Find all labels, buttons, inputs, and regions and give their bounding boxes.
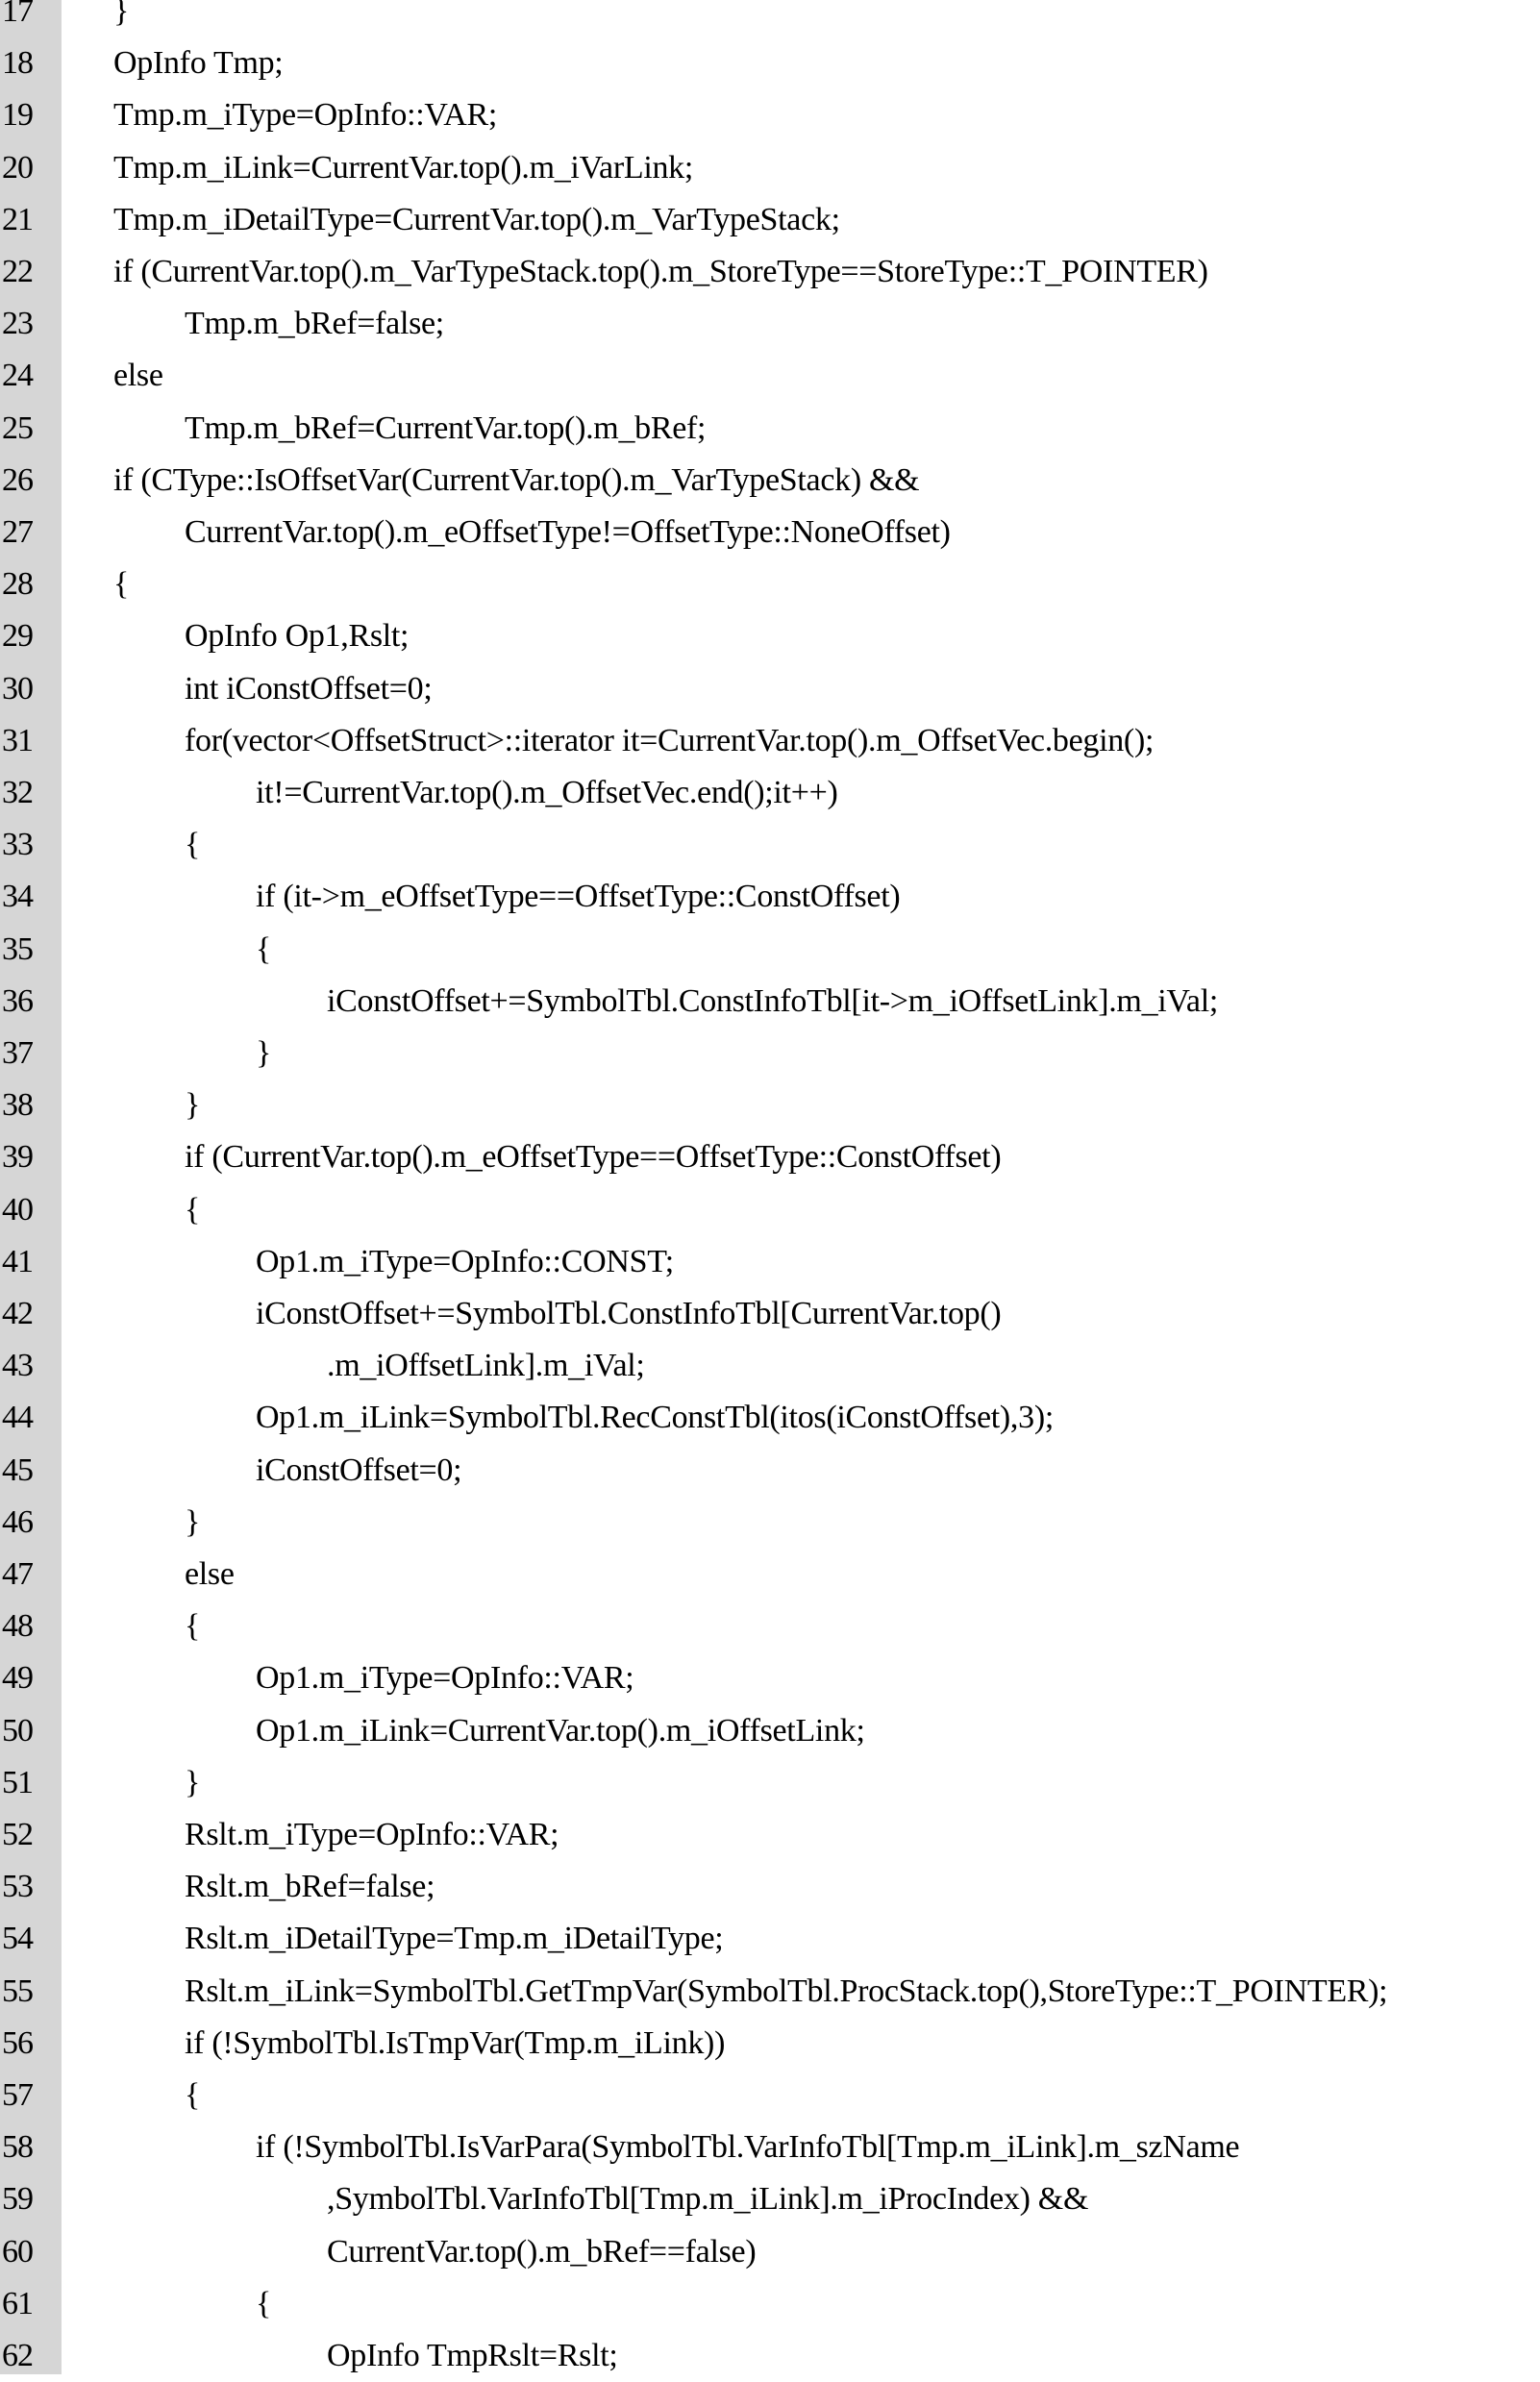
code-text: Tmp.m_bRef=CurrentVar.top().m_bRef;: [185, 409, 707, 446]
code-line: [0, 1600, 1540, 1652]
code-text: {: [185, 2077, 201, 2113]
code-text: CurrentVar.top().m_bRef==false): [327, 2233, 757, 2270]
code-line: [0, 1913, 1540, 1965]
code-line: [0, 89, 1540, 141]
line-number: 33: [2, 827, 33, 863]
code-line: [0, 1861, 1540, 1913]
code-line: [0, 1757, 1540, 1809]
line-number: 38: [2, 1087, 33, 1124]
code-line: [0, 610, 1540, 662]
code-line: [0, 1549, 1540, 1600]
code-text: if (!SymbolTbl.IsTmpVar(Tmp.m_iLink)): [185, 2024, 726, 2061]
code-line: [0, 1652, 1540, 1704]
line-number: 50: [2, 1712, 33, 1749]
code-line: [0, 246, 1540, 298]
code-line: [0, 558, 1540, 610]
line-number: 29: [2, 618, 33, 655]
line-number: 18: [2, 45, 33, 82]
code-text: if (CurrentVar.top().m_eOffsetType==OffsetType::ConstOffset): [185, 1139, 1002, 1176]
code-text: if (CType::IsOffsetVar(CurrentVar.top().m_VarTypeStack) &&: [113, 461, 920, 498]
code-line: [0, 2226, 1540, 2278]
code-line: [0, 1497, 1540, 1549]
code-line: [0, 298, 1540, 350]
line-number: 52: [2, 1817, 33, 1852]
code-line: [0, 1445, 1540, 1497]
code-line: [0, 663, 1540, 715]
code-text: iConstOffset+=SymbolTbl.ConstInfoTbl[it->m_iOffsetLink].m_iVal;: [327, 982, 1218, 1019]
line-number: 37: [2, 1035, 33, 1071]
code-text: Op1.m_iLink=SymbolTbl.RecConstTbl(itos(iConstOffset),3);: [256, 1400, 1054, 1436]
code-text: Rslt.m_iDetailType=Tmp.m_iDetailType;: [185, 1921, 724, 1957]
code-line: [0, 976, 1540, 1028]
line-number: 26: [2, 461, 33, 498]
line-number: 31: [2, 722, 33, 758]
code-line: [0, 1705, 1540, 1757]
line-number: 35: [2, 930, 33, 967]
code-text: }: [185, 1503, 201, 1540]
line-number: 60: [2, 2233, 33, 2270]
line-number: 44: [2, 1400, 33, 1436]
line-number: 47: [2, 1556, 33, 1592]
line-number: 61: [2, 2285, 33, 2321]
code-line: [0, 37, 1540, 89]
line-number: 43: [2, 1348, 33, 1384]
code-line: [0, 1184, 1540, 1236]
line-number: 28: [2, 566, 33, 603]
line-number: 20: [2, 149, 33, 186]
line-number: 23: [2, 306, 33, 342]
code-line: [0, 2070, 1540, 2121]
line-number: 19: [2, 97, 33, 134]
line-number: 49: [2, 1660, 33, 1697]
line-number: 36: [2, 982, 33, 1019]
code-text: OpInfo Op1,Rslt;: [185, 618, 410, 655]
code-text: }: [256, 1035, 272, 1071]
code-line: [0, 1236, 1540, 1288]
code-text: Op1.m_iType=OpInfo::VAR;: [256, 1660, 634, 1697]
line-number: 51: [2, 1764, 33, 1800]
code-line: [0, 2278, 1540, 2330]
line-number: 56: [2, 2024, 33, 2061]
line-number: 40: [2, 1191, 33, 1228]
code-line: [0, 142, 1540, 194]
code-text: .m_iOffsetLink].m_iVal;: [327, 1348, 645, 1384]
line-number: 21: [2, 201, 33, 237]
code-text: ,SymbolTbl.VarInfoTbl[Tmp.m_iLink].m_iProcIndex) &&: [327, 2181, 1089, 2218]
code-line: [0, 1809, 1540, 1861]
line-number: 55: [2, 1973, 33, 2009]
line-number: 53: [2, 1869, 33, 1905]
code-line: [0, 924, 1540, 976]
code-line: [0, 403, 1540, 455]
code-line: [0, 1340, 1540, 1392]
line-number: 25: [2, 409, 33, 446]
code-line: [0, 350, 1540, 402]
code-text: {: [113, 566, 130, 603]
code-text: Op1.m_iLink=CurrentVar.top().m_iOffsetLink;: [256, 1712, 865, 1749]
code-text: if (CurrentVar.top().m_VarTypeStack.top().m_StoreType==StoreType::T_POINTER): [113, 254, 1208, 289]
code-line: [0, 767, 1540, 819]
code-text: int iConstOffset=0;: [185, 670, 433, 707]
code-line: [0, 194, 1540, 246]
code-line: [0, 1079, 1540, 1131]
code-line: [0, 871, 1540, 923]
code-text: OpInfo Tmp;: [113, 45, 284, 82]
code-text: {: [185, 827, 201, 863]
line-number: 58: [2, 2129, 33, 2166]
line-number: 57: [2, 2077, 33, 2113]
code-text: }: [113, 0, 130, 29]
line-number: 39: [2, 1139, 33, 1176]
code-line: [0, 1131, 1540, 1183]
line-number: 34: [2, 879, 33, 915]
line-number: 54: [2, 1921, 33, 1957]
code-line: [0, 2173, 1540, 2225]
line-number: 59: [2, 2181, 33, 2218]
code-text: Tmp.m_bRef=false;: [185, 306, 444, 342]
code-line: [0, 1392, 1540, 1444]
line-number: 48: [2, 1608, 33, 1645]
code-text: {: [256, 2285, 272, 2321]
code-line: [0, 1028, 1540, 1079]
line-number: 24: [2, 358, 33, 394]
line-number: 32: [2, 775, 33, 810]
code-text: }: [185, 1087, 201, 1124]
line-number: 46: [2, 1503, 33, 1540]
code-text: Rslt.m_bRef=false;: [185, 1869, 435, 1905]
code-text: {: [185, 1608, 201, 1645]
code-line: [0, 715, 1540, 767]
line-number: 45: [2, 1452, 33, 1488]
code-text: }: [185, 1764, 201, 1800]
line-number: 30: [2, 670, 33, 707]
line-number: 17: [2, 0, 33, 29]
code-text: {: [256, 930, 272, 967]
line-number: 62: [2, 2338, 33, 2373]
code-text: iConstOffset=0;: [256, 1452, 462, 1488]
line-number: 22: [2, 254, 33, 289]
code-line: [0, 455, 1540, 507]
code-text: Tmp.m_iLink=CurrentVar.top().m_iVarLink;: [113, 149, 694, 186]
code-line: [0, 2018, 1540, 2070]
code-text: for(vector<OffsetStruct>::iterator it=CurrentVar.top().m_OffsetVec.begin();: [185, 722, 1155, 758]
code-text: else: [185, 1556, 235, 1592]
code-text: Tmp.m_iType=OpInfo::VAR;: [113, 97, 498, 134]
code-text: {: [185, 1191, 201, 1228]
code-text: if (it->m_eOffsetType==OffsetType::ConstOffset): [256, 879, 901, 915]
code-line: [0, 507, 1540, 558]
line-number: 27: [2, 514, 33, 550]
code-text: CurrentVar.top().m_eOffsetType!=OffsetType::NoneOffset): [185, 514, 951, 550]
code-text: it!=CurrentVar.top().m_OffsetVec.end();it++): [256, 775, 838, 810]
code-text: Rslt.m_iLink=SymbolTbl.GetTmpVar(SymbolTbl.ProcStack.top(),StoreType::T_POINTER);: [185, 1973, 1388, 2009]
code-text: Op1.m_iType=OpInfo::CONST;: [256, 1243, 674, 1279]
code-line: [0, 819, 1540, 871]
code-text: OpInfo TmpRslt=Rslt;: [327, 2338, 618, 2373]
code-line: [0, 0, 1540, 37]
code-line: [0, 1288, 1540, 1340]
code-line: [0, 1966, 1540, 2018]
code-text: Tmp.m_iDetailType=CurrentVar.top().m_VarTypeStack;: [113, 201, 840, 237]
line-number: 41: [2, 1243, 33, 1279]
code-text: if (!SymbolTbl.IsVarPara(SymbolTbl.VarInfoTbl[Tmp.m_iLink].m_szName: [256, 2129, 1240, 2166]
code-line: [0, 2121, 1540, 2173]
code-text: iConstOffset+=SymbolTbl.ConstInfoTbl[CurrentVar.top(): [256, 1296, 1002, 1331]
code-text: else: [113, 358, 163, 394]
code-text: Rslt.m_iType=OpInfo::VAR;: [185, 1817, 559, 1852]
line-number: 42: [2, 1296, 33, 1331]
